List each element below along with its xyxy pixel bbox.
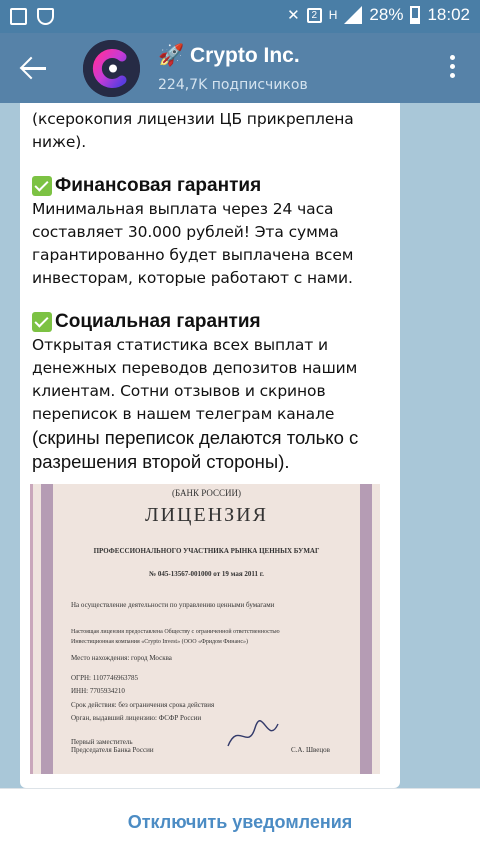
license-signer-name: С.А. Швецов (291, 746, 330, 754)
mute-icon: ✕ (287, 7, 300, 24)
bottom-bar (0, 788, 480, 853)
section-body: Открытая статистика всех выплат и денежных переводов депозитов нашим клиентам. Сотни отзывов и скринов переписок в нашем телеграм канале (32, 336, 358, 423)
license-signer-role: Первый заместитель (71, 738, 133, 746)
signal-icon (344, 6, 362, 24)
gallery-icon (10, 8, 27, 25)
back-arrow-icon[interactable] (20, 52, 52, 84)
license-bank: (БАНК РОССИИ) (171, 488, 242, 498)
signature-icon (223, 716, 283, 756)
channel-avatar[interactable] (83, 40, 140, 97)
more-options-icon[interactable] (450, 55, 456, 81)
license-subtitle: ПРОФЕССИОНАЛЬНОГО УЧАСТНИКА РЫНКА ЦЕННЫХ БУМАГ (93, 547, 320, 555)
battery-icon (410, 6, 420, 24)
message-intro: (ксерокопия лицензии ЦБ прикреплена ниже). (32, 110, 354, 151)
section-heading: Финансовая гарантия (32, 174, 388, 198)
check-mark-icon (32, 312, 52, 332)
license-line: Настоящая лицензия предоставлена Обществу с ограниченной ответственностью (71, 629, 280, 635)
mute-notifications-button[interactable]: Отключить уведомления (127, 812, 353, 832)
sim-icon: 2 (307, 8, 322, 23)
section-tail: (скрины переписок делаются только с разрешения второй стороны). (32, 427, 359, 472)
section-heading: Социальная гарантия (32, 310, 388, 334)
license-inn: ИНН: 7705934210 (71, 687, 125, 695)
license-line: Инвестиционная компания «Crypto Invest» (ООО «Фридом Финанс») (71, 639, 248, 645)
license-term: Срок действия: без ограничения срока действия (71, 701, 215, 709)
check-mark-icon (32, 176, 52, 196)
battery-percent: 28% (369, 5, 404, 24)
chat-area[interactable] (0, 103, 480, 788)
license-title: ЛИЦЕНЗИЯ (145, 504, 268, 526)
license-signer-role: Председателя Банка России (71, 746, 154, 754)
license-number: № 045-13567-001000 от 19 мая 2011 г. (149, 570, 264, 578)
app-bar (0, 33, 480, 103)
subscriber-count: 224,7K подписчиков (158, 77, 308, 93)
license-issuer: Орган, выдавший лицензию: ФСФР России (71, 714, 202, 722)
section-body: Минимальная выплата через 24 часа составляет 30.000 рублей! Эта сумма гарантированно будет выплачена всем инвесторам, которые работают с нами. (32, 200, 354, 287)
license-place: Место нахождения: город Москва (71, 654, 172, 662)
channel-title[interactable]: 🚀 Crypto Inc. (158, 44, 300, 67)
license-activity: На осуществление деятельности по управлению ценными бумагами (71, 601, 275, 609)
shield-icon (37, 8, 54, 25)
license-ogrn: ОГРН: 1107746963785 (71, 674, 138, 682)
message-bubble (20, 103, 400, 788)
network-type-icon: H (328, 8, 338, 22)
license-image[interactable] (30, 484, 380, 774)
clock: 18:02 (427, 5, 470, 24)
status-bar (0, 0, 480, 33)
